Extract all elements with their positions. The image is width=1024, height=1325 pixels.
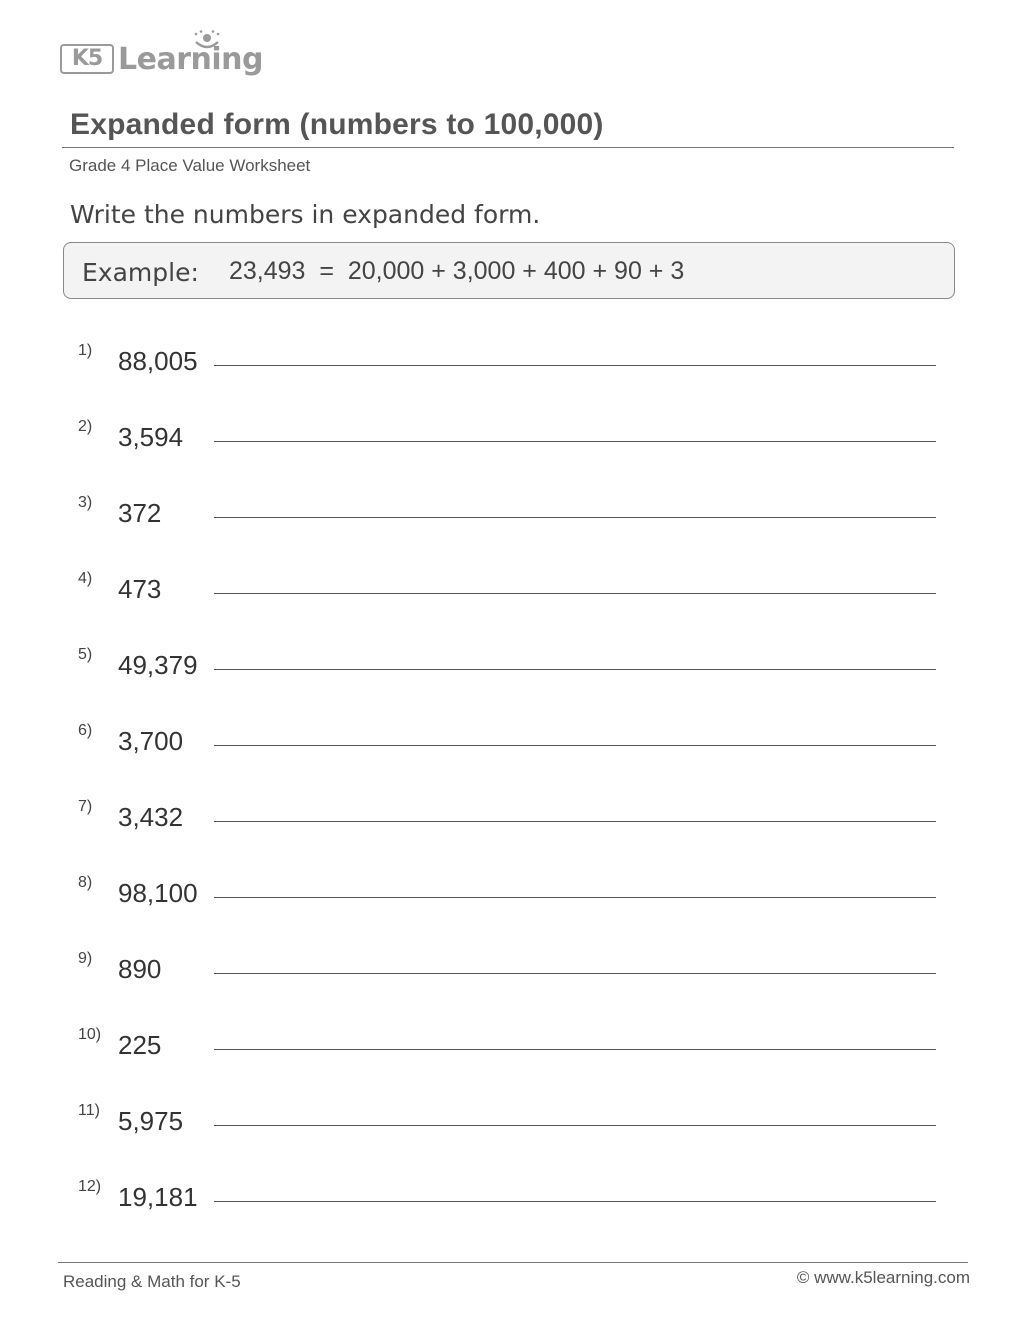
footer-divider	[58, 1262, 968, 1263]
problem-number: 3)	[78, 494, 93, 511]
problem-value: 473	[118, 574, 162, 604]
problem-number: 5)	[78, 646, 93, 663]
problem-number: 6)	[78, 722, 93, 739]
answer-line[interactable]	[214, 365, 936, 366]
problem-row	[78, 874, 948, 914]
problem-row	[78, 1178, 948, 1218]
problem-number: 8)	[78, 874, 93, 891]
problem-value: 225	[118, 1030, 162, 1060]
problem-row	[78, 342, 948, 382]
answer-line[interactable]	[214, 669, 936, 670]
answer-line[interactable]	[214, 1049, 936, 1050]
problem-number: 12)	[78, 1178, 102, 1195]
problem-value: 49,379	[118, 650, 198, 680]
problem-value: 19,181	[118, 1182, 198, 1212]
logo-figure-icon	[192, 30, 222, 58]
problem-number: 9)	[78, 950, 93, 967]
problem-row	[78, 798, 948, 838]
problem-number: 2)	[78, 418, 93, 435]
problem-number: 10)	[78, 1026, 102, 1043]
problem-value: 3,432	[118, 802, 184, 832]
problem-number: 7)	[78, 798, 93, 815]
problem-value: 372	[118, 498, 162, 528]
logo-k5-mark: K5	[60, 44, 114, 74]
answer-line[interactable]	[214, 1125, 936, 1126]
problem-row	[78, 646, 948, 686]
problem-value: 890	[118, 954, 162, 984]
page-subtitle: Grade 4 Place Value Worksheet	[69, 156, 311, 175]
answer-line[interactable]	[214, 821, 936, 822]
problem-row	[78, 1102, 948, 1142]
problem-row	[78, 418, 948, 458]
problem-row	[78, 722, 948, 762]
problem-row	[78, 494, 948, 534]
example-label: Example:	[82, 258, 199, 287]
problem-number: 1)	[78, 342, 93, 359]
problem-row	[78, 570, 948, 610]
title-divider	[62, 147, 954, 148]
example-equation: 23,493 = 20,000 + 3,000 + 400 + 90 + 3	[229, 257, 685, 285]
problem-value: 3,700	[118, 726, 184, 756]
problem-value: 88,005	[118, 346, 198, 376]
answer-line[interactable]	[214, 973, 936, 974]
footer-tagline: Reading & Math for K-5	[63, 1272, 241, 1291]
answer-line[interactable]	[214, 897, 936, 898]
problem-value: 5,975	[118, 1106, 184, 1136]
instructions-text: Write the numbers in expanded form.	[70, 200, 541, 229]
problem-value: 98,100	[118, 878, 198, 908]
problem-number: 4)	[78, 570, 93, 587]
logo-wordmark: Learning	[118, 42, 263, 77]
footer-copyright: © www.k5learning.com	[796, 1268, 970, 1287]
problem-row	[78, 950, 948, 990]
answer-line[interactable]	[214, 441, 936, 442]
problem-row	[78, 1026, 948, 1066]
problem-value: 3,594	[118, 422, 184, 452]
answer-line[interactable]	[214, 517, 936, 518]
problem-number: 11)	[78, 1102, 100, 1119]
k5-learning-logo	[60, 30, 263, 80]
page-title: Expanded form (numbers to 100,000)	[70, 108, 604, 141]
answer-line[interactable]	[214, 1201, 936, 1202]
answer-line[interactable]	[214, 745, 936, 746]
answer-line[interactable]	[214, 593, 936, 594]
example-box	[63, 242, 955, 299]
